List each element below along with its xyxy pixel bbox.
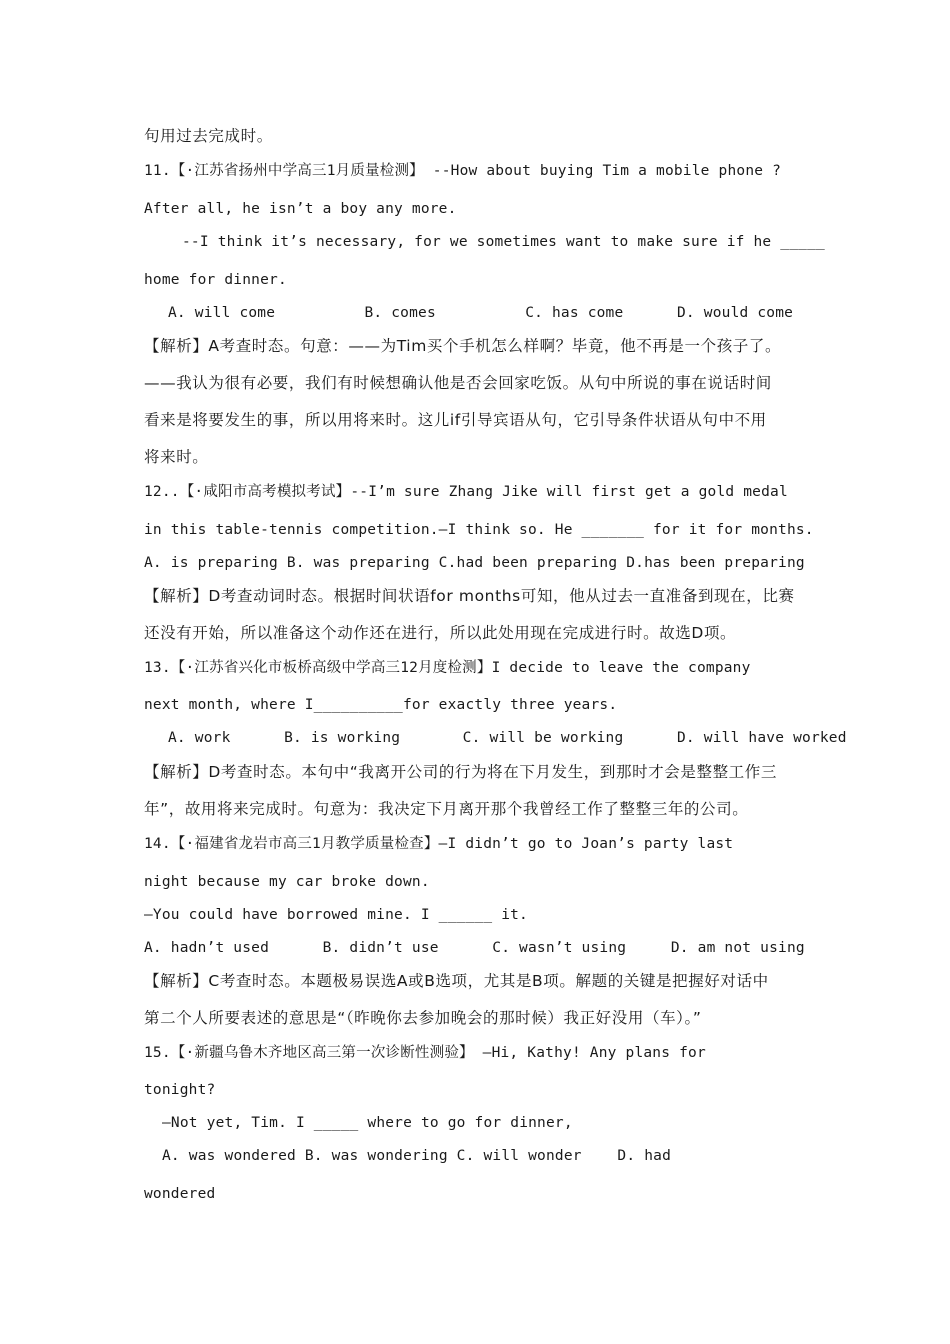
question-14-line-2: night because my car broke down. bbox=[144, 874, 430, 890]
question-15-stem: 15.【·新疆乌鲁木齐地区高三第一次诊断性测验】 —Hi, Kathy! Any plans for bbox=[144, 1045, 706, 1061]
question-14-options: A. hadn’t used B. didn’t use C. wasn’t using D. am not using bbox=[144, 940, 805, 956]
question-12-line-2: in this table-tennis competition.—I think so. He _______ for it for months. bbox=[144, 522, 814, 538]
question-11-options: A. will come B. comes C. has come D. would come bbox=[168, 305, 794, 321]
question-15-line-2: tonight? bbox=[144, 1082, 216, 1098]
question-13-analysis-1: 【解析】D考查时态。本句中“我离开公司的行为将在下月发生，到那时才会是整整工作三 bbox=[144, 763, 777, 781]
question-13-analysis-2: 年”，故用将来完成时。句意为：我决定下月离开那个我曾经工作了整整三年的公司。 bbox=[144, 800, 749, 818]
question-11-line-2: After all, he isn’t a boy any more. bbox=[144, 201, 457, 217]
question-11-line-3: --I think it’s necessary, for we sometimes want to make sure if he _____ bbox=[182, 234, 825, 250]
question-12-stem: 12..【·咸阳市高考模拟考试】--I’m sure Zhang Jike will first get a gold medal bbox=[144, 484, 788, 500]
question-12-options: A. is preparing B. was preparing C.had been preparing D.has been preparing bbox=[144, 555, 805, 571]
question-13-line-2: next month, where I__________for exactly three years. bbox=[144, 697, 618, 713]
question-11-analysis-2: ——我认为很有必要，我们有时候想确认他是否会回家吃饭。从句中所说的事在说话时间 bbox=[144, 374, 772, 392]
question-11-line-4: home for dinner. bbox=[144, 272, 287, 288]
question-15-line-3: —Not yet, Tim. I _____ where to go for dinner, bbox=[162, 1115, 573, 1131]
text-line-1: 句用过去完成时。 bbox=[144, 127, 273, 145]
question-14-analysis-2: 第二个人所要表述的意思是“（昨晚你去参加晚会的那时候）我正好没用（车）。” bbox=[144, 1009, 702, 1027]
question-11-analysis-1: 【解析】A考查时态。句意：——为Tim买个手机怎么样啊？毕竟，他不再是一个孩子了。 bbox=[144, 337, 782, 355]
question-11-analysis-4: 将来时。 bbox=[144, 448, 209, 466]
question-11-analysis-3: 看来是将要发生的事，所以用将来时。这儿if引导宾语从句，它引导条件状语从句中不用 bbox=[144, 411, 767, 429]
question-14-stem: 14.【·福建省龙岩市高三1月教学质量检查】—I didn’t go to Joan’s party last bbox=[144, 836, 734, 852]
question-12-analysis-1: 【解析】D考查动词时态。根据时间状语for months可知，他从过去一直准备到现在，比赛 bbox=[144, 587, 795, 605]
question-15-options-cont: wondered bbox=[144, 1186, 216, 1202]
question-13-options: A. work B. is working C. will be working D. will have worked bbox=[168, 730, 847, 746]
question-11-stem: 11.【·江苏省扬州中学高三1月质量检测】 --How about buying Tim a mobile phone ? bbox=[144, 163, 782, 179]
question-12-analysis-2: 还没有开始，所以准备这个动作还在进行，所以此处用现在完成进行时。故选D项。 bbox=[144, 624, 737, 642]
question-14-line-3: —You could have borrowed mine. I ______ it. bbox=[144, 907, 528, 923]
question-13-stem: 13.【·江苏省兴化市板桥高级中学高三12月度检测】I decide to leave the company bbox=[144, 660, 751, 676]
question-15-options: A. was wondered B. was wondering C. will wonder D. had bbox=[162, 1148, 671, 1164]
question-14-analysis-1: 【解析】C考查时态。本题极易误选A或B选项，尤其是B项。解题的关键是把握好对话中 bbox=[144, 972, 769, 990]
